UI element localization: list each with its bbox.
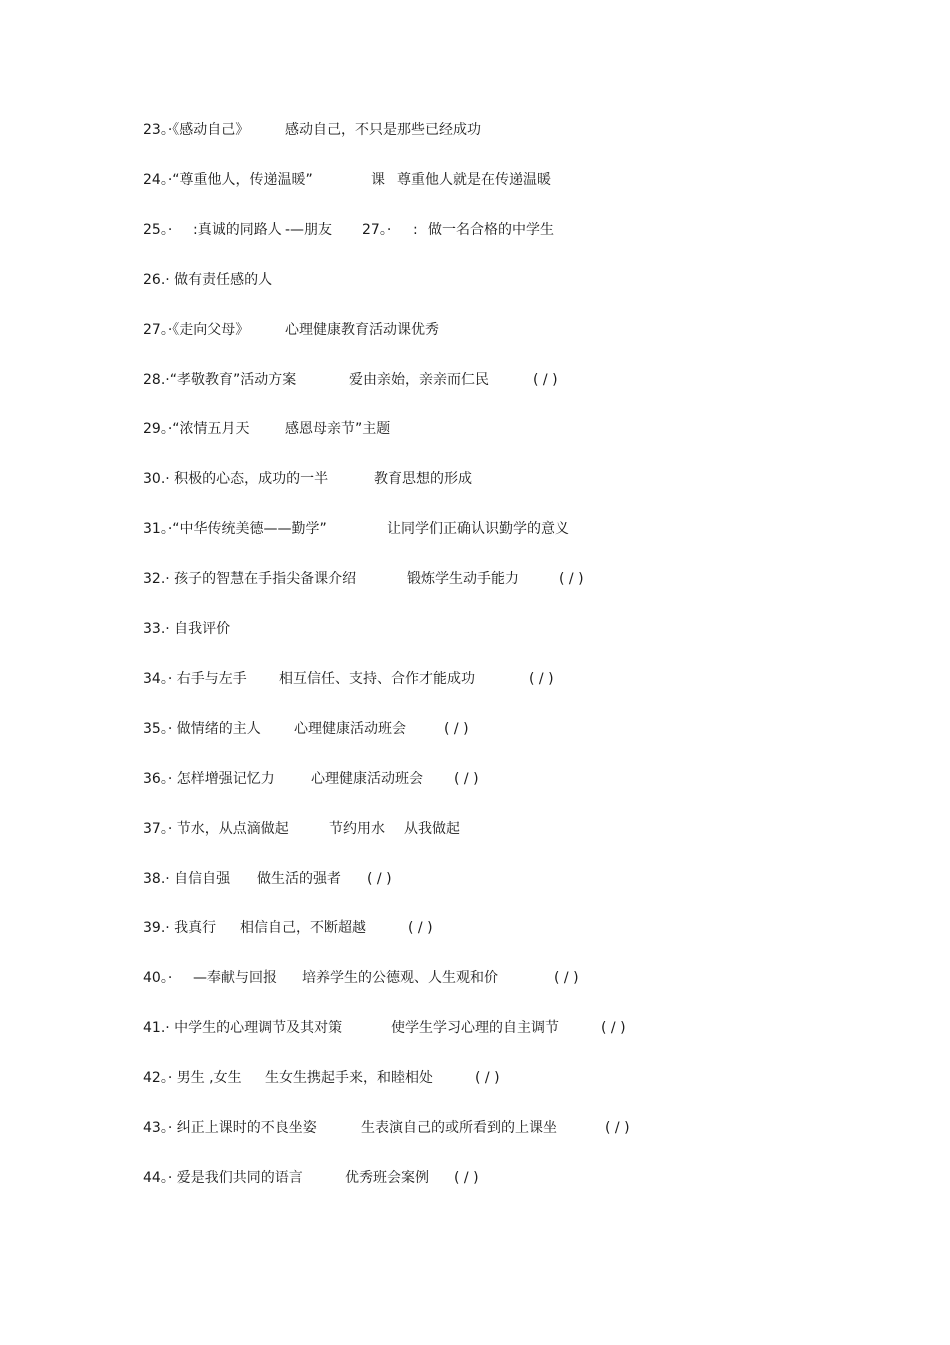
list-item-text: 教育思想的形成: [374, 471, 472, 487]
list-item-text: 让同学们正确认识勤学的意义: [387, 521, 569, 537]
list-item-text: 尊重他人就是在传递温暖: [397, 172, 551, 188]
list-item-text: 感动自己，不只是那些已经成功: [285, 122, 481, 138]
list-item-text: 生女生携起手来，和睦相处: [265, 1070, 433, 1086]
list-item-text: 40。·: [143, 970, 173, 986]
list-item-text: 30.· 积极的心态，成功的一半: [143, 471, 329, 487]
list-item-text: 培养学生的公德观、人生观和价: [302, 970, 498, 986]
list-item-text: 锻炼学生动手能力: [407, 571, 519, 587]
list-item-text: 35。· 做情绪的主人: [143, 721, 261, 737]
list-item-text: 43。· 纠正上课时的不良坐姿: [143, 1120, 317, 1136]
list-item-text: 32.· 孩子的智慧在手指尖备课介绍: [143, 571, 357, 587]
list-item-text: 优秀班会案例: [345, 1170, 429, 1186]
list-item-text: ( / ): [529, 671, 554, 687]
list-item-text: 生表演自己的或所看到的上课坐: [361, 1120, 557, 1136]
list-item-text: ( / ): [559, 571, 584, 587]
list-item-text: ( / ): [444, 721, 469, 737]
list-item-text: 爱由亲始，亲亲而仁民: [349, 372, 489, 388]
list-item-text: 从我做起: [404, 821, 460, 837]
list-item-text: ( / ): [554, 970, 579, 986]
list-item-text: ( / ): [454, 771, 479, 787]
list-item-text: 心理健康教育活动课优秀: [285, 322, 439, 338]
list-item-text: ( / ): [408, 920, 433, 936]
list-item-text: 41.· 中学生的心理调节及其对策: [143, 1020, 343, 1036]
list-item-text: 感恩母亲节”主题: [285, 421, 391, 437]
list-item-text: ( / ): [601, 1020, 626, 1036]
list-item-text: 课: [371, 172, 385, 188]
list-item-text: ( / ): [475, 1070, 500, 1086]
list-item-text: 相互信任、支持、合作才能成功: [279, 671, 475, 687]
list-item-text: 29。·“浓情五月天: [143, 421, 250, 437]
list-item-text: 相信自己，不断超越: [240, 920, 366, 936]
list-item-text: 27。·: [362, 222, 392, 238]
list-item-text: 24。·“尊重他人，传递温暖”: [143, 172, 313, 188]
list-item-text: 27。·《走向父母》: [143, 322, 250, 338]
list-item-text: 39.· 我真行: [143, 920, 217, 936]
list-item-text: 36。· 怎样增强记忆力: [143, 771, 275, 787]
list-item-text: :真诚的同路人: [193, 222, 282, 238]
list-item-text: 节约用水: [329, 821, 385, 837]
list-item-text: —奉献与回报: [193, 970, 277, 986]
list-item-text: ( / ): [533, 372, 558, 388]
list-item-text: 44。· 爱是我们共同的语言: [143, 1170, 303, 1186]
list-item-text: 38.· 自信自强: [143, 871, 231, 887]
list-item-text: ( / ): [367, 871, 392, 887]
list-item-text: 26.· 做有责任感的人: [143, 272, 273, 288]
list-item-text: 25。·: [143, 222, 173, 238]
list-item-text: 28.·“孝敬教育”活动方案: [143, 372, 297, 388]
list-item-text: 心理健康活动班会: [311, 771, 423, 787]
list-item-text: 34。· 右手与左手: [143, 671, 247, 687]
list-item-text: 做生活的强者: [257, 871, 341, 887]
list-item-text: ( / ): [605, 1120, 630, 1136]
list-item-text: :: [413, 222, 418, 238]
list-item-text: 使学生学习心理的自主调节: [391, 1020, 559, 1036]
list-item-text: 42。· 男生 ,女生: [143, 1070, 242, 1086]
list-item-text: 33.· 自我评价: [143, 621, 231, 637]
list-item-text: -—朋友: [285, 222, 333, 238]
list-item-text: 37。· 节水，从点滴做起: [143, 821, 289, 837]
list-item-text: 心理健康活动班会: [294, 721, 406, 737]
list-item-text: ( / ): [454, 1170, 479, 1186]
list-item-text: 做一名合格的中学生: [428, 222, 554, 238]
list-item-text: 23。·《感动自己》: [143, 122, 250, 138]
list-item-text: 31。·“中华传统美德——勤学”: [143, 521, 327, 537]
